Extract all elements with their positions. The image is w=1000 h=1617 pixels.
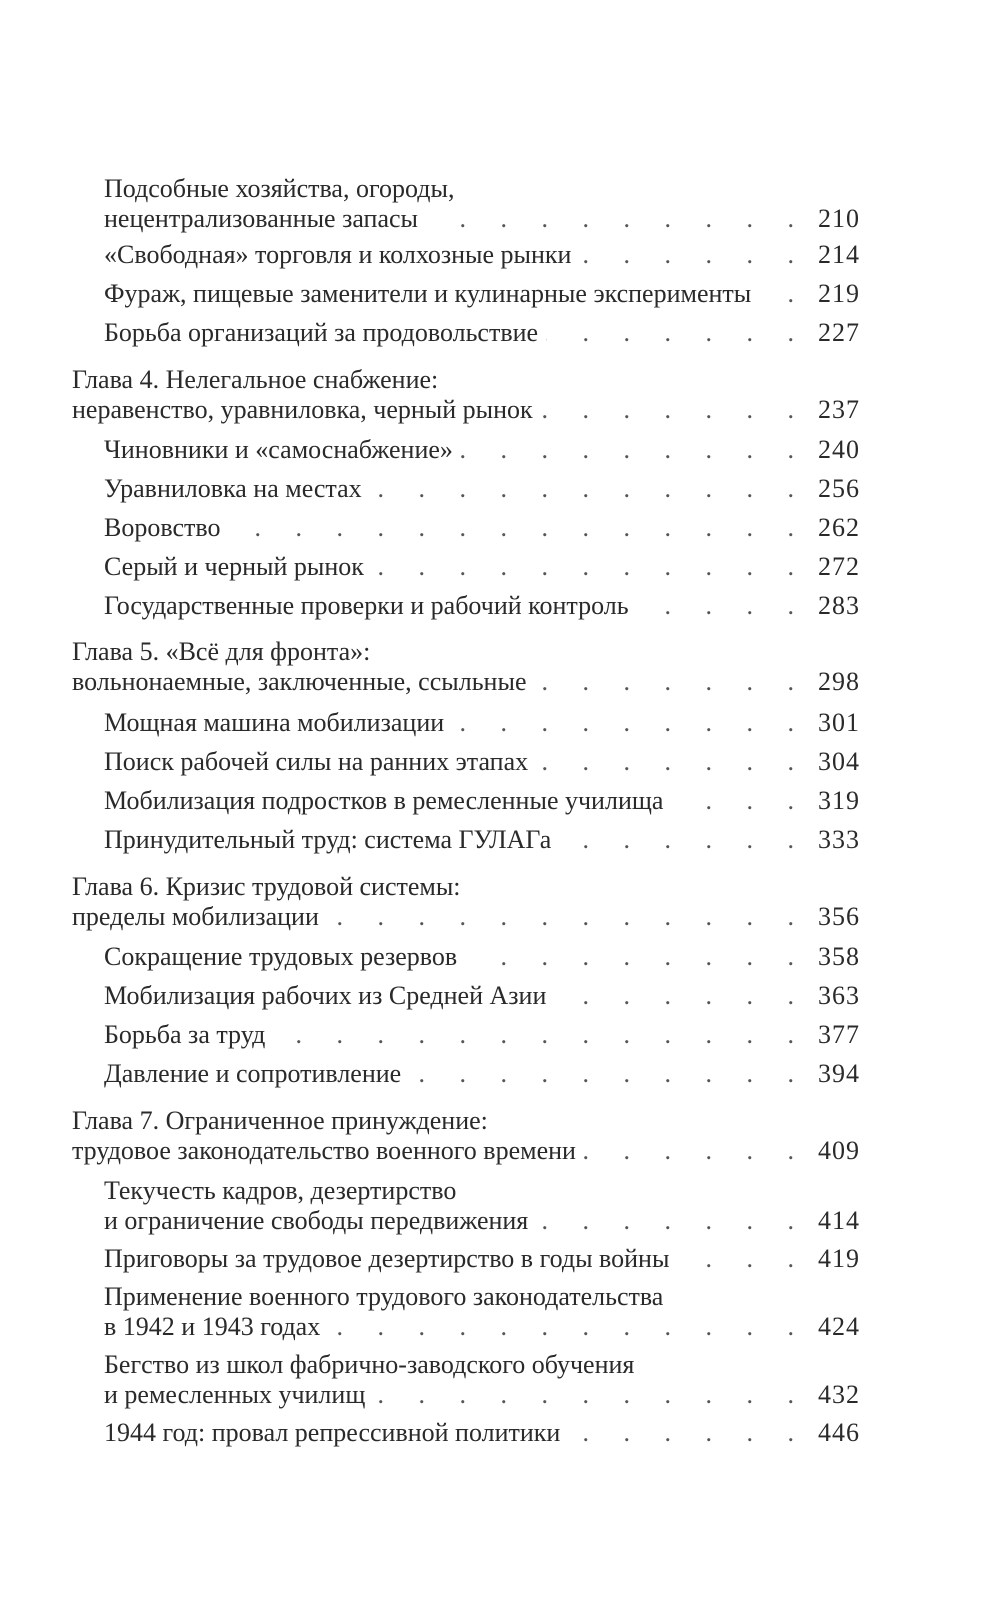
toc-entry <box>104 279 860 309</box>
dot-leader <box>536 747 808 777</box>
toc-entry <box>104 1418 860 1448</box>
toc-entry <box>104 1350 860 1410</box>
toc-entry <box>104 591 860 621</box>
toc-entry-title: Принудительный труд: система ГУЛАГа <box>104 825 552 854</box>
toc-chapter <box>72 637 860 697</box>
dot-leader <box>536 1206 808 1236</box>
dot-leader <box>372 552 808 582</box>
toc-chapter-page: 409 <box>818 1136 860 1165</box>
dot-leader <box>584 1136 808 1166</box>
toc-entry-title-line: Подсобные хозяйства, огороды, <box>104 174 455 203</box>
toc-entry-title: Фураж, пищевые заменители и кулинарные эксперименты <box>104 279 752 308</box>
toc-chapter-title: вольнонаемные, заключенные, ссыльные <box>72 667 527 696</box>
dot-leader <box>426 204 808 234</box>
toc-entry-page: 262 <box>818 513 860 542</box>
toc-entry-title: «Свободная» торговля и колхозные рынки <box>104 240 572 269</box>
toc-entry <box>104 1020 860 1050</box>
toc-chapter-title: трудовое законодательство военного времени <box>72 1136 576 1165</box>
dot-leader <box>568 1418 808 1448</box>
dot-leader <box>465 942 808 972</box>
toc-entry-page: 256 <box>818 474 860 503</box>
toc-entry-page: 414 <box>818 1206 860 1235</box>
dot-leader <box>579 240 808 270</box>
dot-leader <box>637 591 808 621</box>
dot-leader <box>370 474 808 504</box>
toc-entry-page: 283 <box>818 591 860 620</box>
toc-entry <box>104 240 860 270</box>
dot-leader <box>541 395 808 425</box>
toc-entry-title: Борьба за труд <box>104 1020 266 1049</box>
toc-entry-title: Сокращение трудовых резервов <box>104 942 458 971</box>
toc-entry-title: 1944 год: провал репрессивной политики <box>104 1418 561 1447</box>
toc-entry-title-line: Бегство из школ фабрично-заводского обучения <box>104 1350 635 1379</box>
toc-entry-title: и ограничение свободы передвижения <box>104 1206 529 1235</box>
toc-entry-title: нецентрализованные запасы <box>104 204 419 233</box>
toc-entry <box>104 786 860 816</box>
toc-entry-title: Борьба организаций за продовольствие <box>104 318 539 347</box>
toc-chapter-page: 356 <box>818 902 860 931</box>
dot-leader <box>534 667 808 697</box>
toc-entry <box>104 435 860 465</box>
toc-entry-page: 446 <box>818 1418 860 1447</box>
toc-entry-title: Поиск рабочей силы на ранних этапах <box>104 747 529 776</box>
dot-leader <box>273 1020 808 1050</box>
toc-entry-title: Давление и сопротивление <box>104 1059 402 1088</box>
dot-leader <box>373 1380 808 1410</box>
toc-entry-title: Государственные проверки и рабочий контроль <box>104 591 629 620</box>
toc-entry <box>104 1282 860 1342</box>
toc-entry-title: Приговоры за трудовое дезертирство в годы войны <box>104 1244 670 1273</box>
toc-entry-page: 227 <box>818 318 860 347</box>
toc-entry-page: 363 <box>818 981 860 1010</box>
toc-entry <box>104 747 860 777</box>
toc-entry-title-line: Текучесть кадров, дезертирство <box>104 1176 457 1205</box>
toc-chapter <box>72 872 860 932</box>
toc-entry-page: 301 <box>818 708 860 737</box>
dot-leader <box>409 1059 808 1089</box>
toc-entry-title-line: Применение военного трудового законодательства <box>104 1282 664 1311</box>
dot-leader <box>461 435 808 465</box>
dot-leader <box>327 902 808 932</box>
toc-entry <box>104 552 860 582</box>
toc-entry-page: 419 <box>818 1244 860 1273</box>
toc-entry-title: Воровство <box>104 513 221 542</box>
toc-entry-title: Чиновники и «самоснабжение» <box>104 435 453 464</box>
toc-chapter-title-line: Глава 7. Ограниченное принуждение: <box>72 1106 488 1135</box>
toc-entry-page: 272 <box>818 552 860 581</box>
dot-leader <box>328 1312 808 1342</box>
toc-entry-page: 319 <box>818 786 860 815</box>
dot-leader <box>677 1244 808 1274</box>
toc-entry-page: 210 <box>818 204 860 233</box>
toc-entry-page: 333 <box>818 825 860 854</box>
toc-entry <box>104 318 860 348</box>
toc-entry <box>104 474 860 504</box>
toc-entry-page: 214 <box>818 240 860 269</box>
dot-leader <box>546 318 808 348</box>
toc-chapter-title-line: Глава 6. Кризис трудовой системы: <box>72 872 461 901</box>
toc-entry-page: 432 <box>818 1380 860 1409</box>
dot-leader <box>671 786 808 816</box>
toc-entry-page: 358 <box>818 942 860 971</box>
toc-entry <box>104 942 860 972</box>
toc-entry <box>104 1059 860 1089</box>
toc-entry-title: Уравниловка на местах <box>104 474 362 503</box>
toc-entry <box>104 708 860 738</box>
toc-entry-page: 304 <box>818 747 860 776</box>
toc-chapter <box>72 365 860 425</box>
dot-leader <box>452 708 808 738</box>
toc-entry-title: Серый и черный рынок <box>104 552 364 581</box>
toc-entry <box>104 1244 860 1274</box>
toc-entry <box>104 825 860 855</box>
toc-chapter-title-line: Глава 5. «Всё для фронта»: <box>72 637 371 666</box>
toc-chapter-page: 237 <box>818 395 860 424</box>
toc-chapter-title-line: Глава 4. Нелегальное снабжение: <box>72 365 439 394</box>
dot-leader <box>559 825 808 855</box>
dot-leader <box>759 279 808 309</box>
toc-entry-title: в 1942 и 1943 годах <box>104 1312 321 1341</box>
toc-entry-title: Мощная машина мобилизации <box>104 708 445 737</box>
toc-entry-page: 240 <box>818 435 860 464</box>
toc-entry-page: 219 <box>818 279 860 308</box>
toc-chapter <box>72 1106 860 1166</box>
toc-chapter-title: пределы мобилизации <box>72 902 319 931</box>
toc-entry-page: 377 <box>818 1020 860 1049</box>
toc-entry-title: Мобилизация подростков в ремесленные училища <box>104 786 664 815</box>
toc-entry <box>104 174 860 234</box>
toc-entry-title: Мобилизация рабочих из Средней Азии <box>104 981 547 1010</box>
toc-entry-page: 394 <box>818 1059 860 1088</box>
toc-entry <box>104 981 860 1011</box>
toc-entry-title: и ремесленных училищ <box>104 1380 366 1409</box>
toc-entry <box>104 1176 860 1236</box>
dot-leader <box>554 981 808 1011</box>
toc-entry-page: 424 <box>818 1312 860 1341</box>
toc-entry <box>104 513 860 543</box>
toc-chapter-title: неравенство, уравниловка, черный рынок <box>72 395 533 424</box>
toc-chapter-page: 298 <box>818 667 860 696</box>
dot-leader <box>228 513 808 543</box>
